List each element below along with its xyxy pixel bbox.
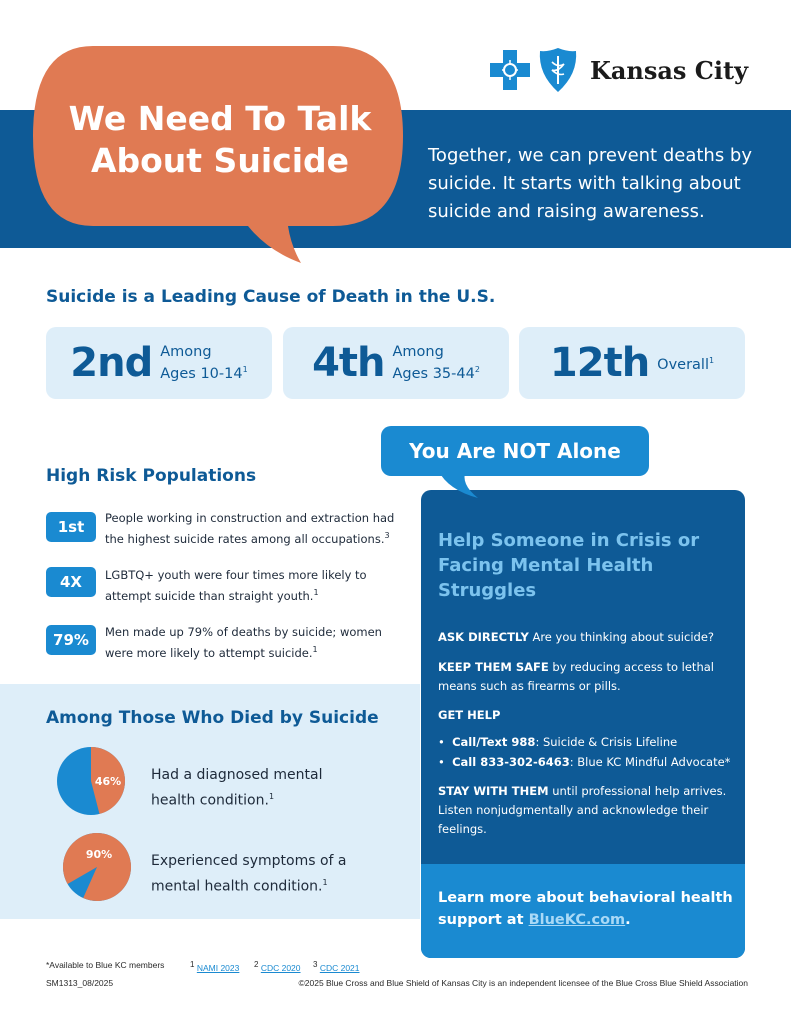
- stat-card-overall: [519, 327, 745, 399]
- pie-description: Experienced symptoms of a mental health condition.$^1$: [151, 853, 347, 895]
- learn-more-text: Learn more about behavioral health support at BlueKC.com.: [438, 890, 733, 928]
- help-bullet: • Call 833-302-6463: Blue KC Mindful Advocate*: [438, 755, 731, 769]
- learn-more-footer: [421, 864, 745, 958]
- stat-value: 4th: [312, 340, 385, 386]
- reference-1: 1 NAMI 2023: [190, 960, 240, 973]
- page-title: [40, 98, 400, 182]
- stat-label: Among Ages $10-14^1$: [160, 343, 248, 382]
- reference-link[interactable]: CDC 2020: [260, 962, 301, 973]
- bluekc-link[interactable]: BlueKC.com: [528, 912, 626, 928]
- stat-label: Among Ages $35-44^2$: [392, 343, 480, 382]
- reference-2: 2 CDC 2020: [254, 960, 301, 973]
- reference-link[interactable]: CDC 2021: [319, 962, 360, 973]
- high-risk-title: High Risk Populations: [46, 466, 257, 486]
- ask-directly-text: ASK DIRECTLY Are you thinking about suicide?: [438, 630, 714, 644]
- risk-text: LGBTQ+ youth were four times more likely to attempt suicide than straight youth.$^1$: [105, 568, 367, 603]
- reference-link[interactable]: NAMI 2023: [196, 962, 240, 973]
- risk-text: Men made up 79% of deaths by suicide; women were more likely to attempt suicide.$^1$: [105, 625, 382, 660]
- blue-cross-icon: [488, 48, 532, 92]
- tagline: Together, we can prevent deaths by suicide. It starts with talking about suicide and raising awareness.: [428, 145, 752, 222]
- brand-logo: [488, 44, 748, 96]
- pie-chart-symptoms: [62, 832, 132, 902]
- help-panel-title: Help Someone in Crisis or Facing Mental Health Struggles: [438, 530, 700, 601]
- not-alone-badge: You Are NOT Alone: [381, 426, 649, 476]
- stat-card-ages-10-14: [46, 327, 272, 399]
- pie-label: 46%: [94, 775, 122, 788]
- risk-badge: 1st: [46, 512, 96, 542]
- pie-label: 90%: [85, 848, 113, 861]
- help-panel: [421, 490, 745, 958]
- stat-label: Overall$^1$: [657, 356, 715, 373]
- risk-badge: 4X: [46, 567, 96, 597]
- keep-safe-text: KEEP THEM SAFE by reducing access to lethal means such as firearms or pills.: [438, 660, 714, 693]
- availability-note: *Available to Blue KC members: [46, 960, 165, 970]
- pie-description: Had a diagnosed mental health condition.$^1$: [151, 767, 323, 809]
- get-help-heading: GET HELP: [438, 708, 501, 722]
- risk-badge: 79%: [46, 625, 96, 655]
- leading-cause-title: Suicide is a Leading Cause of Death in the U.S.: [46, 287, 496, 307]
- risk-text: People working in construction and extraction had the highest suicide rates among all occupations.$^3$: [105, 511, 395, 546]
- stat-value: 12th: [549, 340, 650, 386]
- brand-name: Kansas City: [590, 55, 749, 85]
- stat-value: 2nd: [70, 340, 153, 386]
- stat-card-ages-35-44: [283, 327, 509, 399]
- died-section-title: Among Those Who Died by Suicide: [46, 708, 379, 728]
- blue-shield-icon: [538, 46, 578, 94]
- help-bullet: • Call/Text 988: Suicide & Crisis Lifeline: [438, 735, 678, 749]
- reference-3: 3 CDC 2021: [313, 960, 360, 973]
- stay-with-them-text: STAY WITH THEM until professional help arrives. Listen nonjudgmentally and acknowledge their feelings.: [438, 784, 727, 836]
- headline-line-2: About Suicide: [90, 141, 350, 180]
- headline-line-1: We Need To Talk: [68, 99, 372, 138]
- pie-chart-diagnosed: [56, 746, 126, 816]
- document-code: SM1313_08/2025: [46, 978, 114, 988]
- copyright: ©2025 Blue Cross and Blue Shield of Kansas City is an independent licensee of the Blue Cross Blue Shield Association: [298, 978, 748, 988]
